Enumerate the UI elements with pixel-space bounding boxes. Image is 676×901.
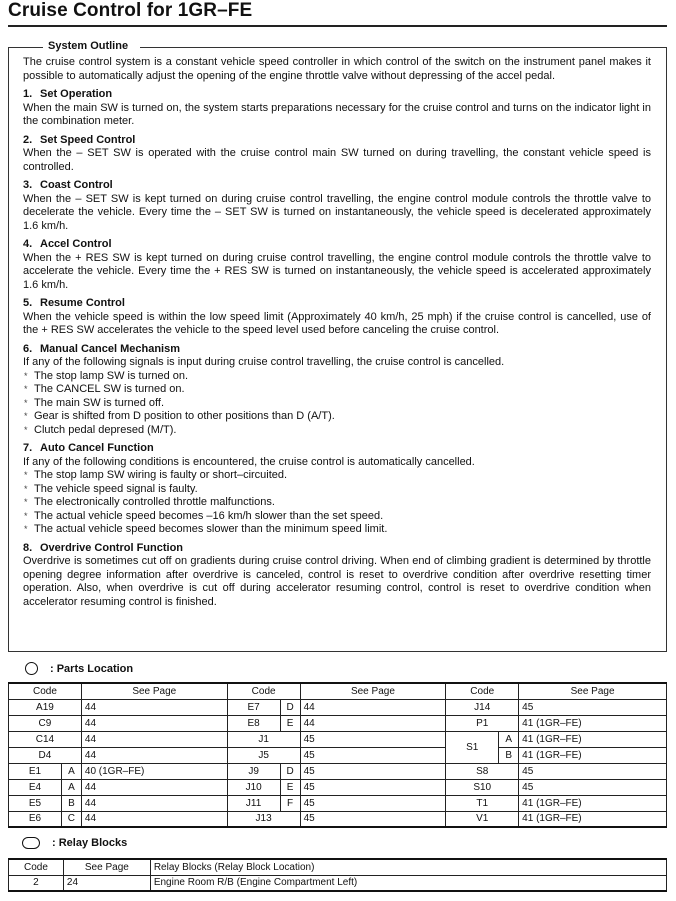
section-text: When the – SET SW is kept turned on during cruise control travelling, the engine control module controls the throttle valve to decelerate the vehicle. Every time the – SET SW is turned on instantaneously, the vehicle speed is decelerated approximately 1.6 km/h. (23, 192, 651, 232)
part-see-page: 44 (81, 795, 227, 811)
part-connector: B (499, 747, 519, 763)
parts-location-legend (25, 662, 133, 675)
section-bullet-list (23, 370, 651, 438)
section-heading: Manual Cancel Mechanism (40, 342, 180, 355)
part-see-page: 44 (81, 731, 227, 747)
part-see-page: 45 (519, 779, 667, 795)
circle-symbol-icon (25, 662, 38, 675)
code-header: Code (227, 683, 300, 699)
part-code: V1 (446, 811, 519, 827)
part-code: C9 (9, 715, 82, 731)
bullet-item: * The electronically controlled throttle malfunctions. (23, 496, 651, 510)
relay-desc: Engine Room R/B (Engine Compartment Left) (150, 875, 666, 891)
part-see-page: 45 (300, 795, 446, 811)
section-text: When the – SET SW is operated with the cruise control main SW turned on during travelling, the constant vehicle speed is controlled. (23, 147, 651, 173)
part-connector: F (280, 795, 300, 811)
part-code: E8 (227, 715, 280, 731)
section-heading: Auto Cancel Function (40, 442, 154, 454)
relay-desc-header: Relay Blocks (Relay Block Location) (150, 859, 666, 875)
section-number: 2. (23, 133, 33, 146)
part-see-page: 41 (1GR–FE) (519, 811, 667, 827)
part-code: S1 (446, 731, 499, 763)
part-see-page: 45 (300, 747, 446, 763)
part-code: S10 (446, 779, 519, 795)
section-number: 3. (23, 179, 33, 191)
code-header: Code (446, 683, 519, 699)
part-see-page: 44 (81, 699, 227, 715)
part-code: E5 (9, 795, 62, 811)
part-see-page: 41 (1GR–FE) (519, 715, 667, 731)
section-heading: Set Speed Control (40, 133, 136, 146)
relay-blocks-label: : Relay Blocks (52, 837, 128, 849)
relay-code-header: Code (9, 859, 64, 875)
section-title (23, 343, 651, 357)
parts-table-row (9, 811, 667, 827)
bullet-item: * The stop lamp SW is turned on. (23, 370, 651, 384)
bullet-item: * The stop lamp SW wiring is faulty or short–circuited. (23, 469, 651, 483)
part-code: J14 (446, 699, 519, 715)
part-code: E4 (9, 779, 62, 795)
part-code: E7 (227, 699, 280, 715)
section-text: When the vehicle speed is within the low speed limit (Approximately 40 km/h, 25 mph) if the cruise control is cancelled, use of the + RES SW accelerates the vehicle to the speed level used before canceling the cruise control. (23, 310, 651, 336)
part-code: T1 (446, 795, 519, 811)
parts-table-header (9, 683, 667, 699)
relay-code: 2 (9, 875, 64, 891)
section-title (23, 179, 651, 193)
oval-symbol-icon (22, 837, 40, 849)
part-code: E6 (9, 811, 62, 827)
section-number: 6. (23, 342, 33, 355)
title-rule (8, 25, 667, 27)
section-heading: Overdrive Control Function (40, 541, 184, 554)
parts-table-row (9, 715, 667, 731)
parts-table-row (9, 795, 667, 811)
part-code: J1 (227, 731, 300, 747)
bullet-item: * The CANCEL SW is turned on. (23, 383, 651, 397)
parts-table-row (9, 763, 667, 779)
section-title (23, 134, 651, 148)
part-code: C14 (9, 731, 82, 747)
code-header: Code (9, 683, 82, 699)
parts-location-label: : Parts Location (50, 662, 134, 675)
part-code: J10 (227, 779, 280, 795)
part-see-page: 44 (81, 747, 227, 763)
part-see-page: 45 (300, 731, 446, 747)
part-see-page: 45 (300, 811, 446, 827)
bullet-item: * The actual vehicle speed becomes –16 km/h slower than the set speed. (23, 510, 651, 524)
section-heading: Coast Control (40, 179, 113, 191)
part-see-page: 45 (300, 779, 446, 795)
parts-table-row (9, 699, 667, 715)
part-code: E1 (9, 763, 62, 779)
part-connector: B (61, 795, 81, 811)
part-connector: C (61, 811, 81, 827)
see-page-header: See Page (300, 683, 446, 699)
relay-table-header (9, 859, 667, 875)
bullet-item: * The main SW is turned off. (23, 397, 651, 411)
section-number: 4. (23, 238, 33, 250)
section-bullet-list (23, 469, 651, 537)
section-title (23, 88, 651, 102)
part-see-page: 41 (1GR–FE) (519, 795, 667, 811)
section-title (23, 238, 651, 252)
relay-blocks-table (8, 858, 667, 892)
part-connector: E (280, 715, 300, 731)
part-code: S8 (446, 763, 519, 779)
section-text: When the main SW is turned on, the system starts preparations necessary for the cruise control and turns on the indicator light in the combination meter. (23, 101, 651, 127)
relay-see-page-header: See Page (63, 859, 150, 875)
section-heading: Set Operation (40, 88, 113, 100)
relay-blocks-legend (22, 837, 127, 849)
page-title: Cruise Control for 1GR–FE (8, 0, 253, 21)
section-title (23, 542, 651, 556)
system-outline-heading: System Outline (48, 40, 129, 52)
parts-location-table (8, 682, 667, 828)
part-see-page: 44 (81, 811, 227, 827)
parts-table-row (9, 779, 667, 795)
section-number: 7. (23, 442, 33, 454)
section-text: When the + RES SW is kept turned on during cruise control travelling, the engine control module controls the throttle valve to accelerate the vehicle. Every time the + RES SW is turned on instantaneously, the vehicle speed is accelerated approximately 1.6 km/h. (23, 251, 651, 291)
part-code: A19 (9, 699, 82, 715)
bullet-item: * Gear is shifted from D position to other positions than D (A/T). (23, 410, 651, 424)
section-number: 1. (23, 88, 33, 100)
part-see-page: 44 (300, 715, 446, 731)
section-heading: Accel Control (40, 238, 112, 250)
section-number: 8. (23, 541, 33, 554)
part-code: J5 (227, 747, 300, 763)
section-title (23, 442, 651, 456)
bullet-item: * The vehicle speed signal is faulty. (23, 483, 651, 497)
part-connector: D (280, 699, 300, 715)
bullet-item: * The actual vehicle speed becomes slower than the minimum speed limit. (23, 523, 651, 537)
part-code: J9 (227, 763, 280, 779)
bullet-item: * Clutch pedal depresed (M/T). (23, 424, 651, 438)
part-see-page: 41 (1GR–FE) (519, 747, 667, 763)
outline-border-right (140, 47, 667, 48)
system-outline-content (23, 56, 651, 609)
part-see-page: 45 (519, 699, 667, 715)
part-see-page: 45 (300, 763, 446, 779)
part-connector: A (499, 731, 519, 747)
part-connector: A (61, 779, 81, 795)
parts-table-row (9, 731, 667, 747)
part-code: J13 (227, 811, 300, 827)
section-text: Overdrive is sometimes cut off on gradients during cruise control driving. When end of climbing gradient is determined by throttle opening degree information after overdrive is canceled, control is reset to overdrive condition after overdrive resetting timer operation. Also, when overdrive is cut off during accelerator resuming control, control is reset to overdrive condition when accelerator resuming control is finished. (23, 555, 651, 608)
part-connector: D (280, 763, 300, 779)
outline-border-left (8, 47, 43, 48)
part-see-page: 45 (519, 763, 667, 779)
section-title (23, 297, 651, 311)
parts-table-row (9, 747, 667, 763)
part-see-page: 44 (81, 779, 227, 795)
relay-row (9, 875, 667, 891)
section-heading: Resume Control (40, 297, 125, 309)
see-page-header: See Page (81, 683, 227, 699)
part-see-page: 44 (81, 715, 227, 731)
section-text: If any of the following signals is input during cruise control travelling, the cruise control is cancelled. (23, 356, 505, 368)
outline-intro: The cruise control system is a constant vehicle speed controller in which control of the switch on the instrument panel makes it possible to automatically adjust the opening of the engine throttle valve without depressing of the accel pedal. (23, 56, 651, 82)
part-see-page: 40 (1GR–FE) (81, 763, 227, 779)
section-text: If any of the following conditions is encountered, the cruise control is automatically cancelled. (23, 455, 475, 468)
part-code: P1 (446, 715, 519, 731)
see-page-header: See Page (519, 683, 667, 699)
part-code: J11 (227, 795, 280, 811)
part-connector: A (61, 763, 81, 779)
part-see-page: 44 (300, 699, 446, 715)
part-code: D4 (9, 747, 82, 763)
relay-page: 24 (63, 875, 150, 891)
section-number: 5. (23, 297, 33, 309)
part-connector: E (280, 779, 300, 795)
part-see-page: 41 (1GR–FE) (519, 731, 667, 747)
